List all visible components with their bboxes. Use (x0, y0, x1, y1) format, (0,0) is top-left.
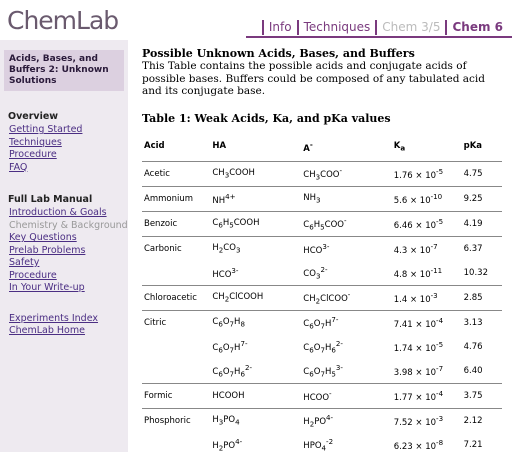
ha-cell: $H_2CO_3$ (210, 236, 301, 261)
sidebar-link-safety[interactable]: Safety (9, 257, 40, 268)
ha-cell: $CH_2ClCOOH$ (210, 285, 301, 310)
sidebar-current-chemistry: Chemistry & Background (9, 219, 128, 231)
ka-cell: $1.4 \times 10^{-3}$ (392, 285, 462, 310)
ha-cell: $C_6H_5COOH$ (210, 211, 301, 236)
page-intro: This Table contains the possible acids and conjugate acids of possible bases. Buffers could be composed of any tabulated acid and its conjugate base. (142, 60, 486, 97)
ha-cell: $C_6O_7H_6^{2-}$ (212, 362, 253, 379)
acid-table (142, 139, 502, 457)
sidebar-link-experiments-index[interactable]: Experiments Index (9, 312, 99, 324)
pka-cell: 6.40 (463, 365, 483, 376)
pka-cell: 4.76 (463, 341, 483, 352)
conjugate-base-cell: $C_6O_7H^{7-}$ (301, 310, 391, 335)
ha-cell: $H_3PO_4$ (210, 408, 301, 433)
table-body (142, 161, 502, 457)
tab-chem-6[interactable]: Chem 6 (445, 20, 508, 35)
col-a-label: A- (303, 140, 313, 155)
ka-cell: $4.3 \times 10^{-7}$ (392, 236, 462, 261)
sidebar-title: Acids, Bases, and Buffers 2: Unknown Solutions (4, 50, 124, 91)
conjugate-base-cell: $C_6O_7H_5^{3-}$ (303, 362, 343, 379)
conjugate-base-cell: HCOO- (301, 383, 391, 408)
conjugate-base-cell: $CH_2ClCOO^-$ (301, 285, 391, 310)
sidebar-link-getting-started[interactable]: Getting Started (9, 124, 83, 135)
ka-cell: $7.41 \times 10^{-4}$ (392, 310, 462, 335)
acid-cell: Carbonic (142, 236, 210, 261)
sidebar-gap (0, 295, 128, 313)
conjugate-base-cell: $NH_3$ (301, 186, 391, 211)
table-row (142, 161, 502, 186)
sidebar-link-faq[interactable]: FAQ (9, 161, 28, 173)
site-header (0, 0, 512, 40)
sidebar-link-techniques[interactable]: Techniques (9, 136, 62, 148)
col-acid-label: Acid (144, 140, 165, 151)
conjugate-base-cell: $HPO_4^{-2}$ (303, 436, 334, 453)
acid-cell: Chloroacetic (142, 285, 210, 310)
ka-cell: $3.98 \times 10^{-7}$ (393, 363, 444, 378)
ka-cell: $4.8 \times 10^{-11}$ (393, 265, 443, 280)
conjugate-base-cell: $CH_3COO^-$ (301, 161, 391, 186)
col-ka-label: $K_a$ (393, 140, 406, 153)
table-row (142, 433, 502, 457)
acid-cell (142, 359, 210, 384)
table-row (142, 310, 502, 335)
table-row (142, 383, 502, 408)
pka-cell: 6.37 (462, 236, 502, 261)
sidebar-link-prelab[interactable]: Prelab Problems (9, 244, 86, 256)
chemlab-logo[interactable]: ChemLab (7, 6, 119, 35)
table-row (142, 285, 502, 310)
col-a (301, 139, 391, 162)
page-title: Possible Unknown Acids, Bases, and Buffers (142, 47, 415, 60)
ka-cell: $1.74 \times 10^{-5}$ (393, 339, 444, 354)
conjugate-base-cell: $CO_3^{2-}$ (303, 264, 328, 281)
overview-heading: Overview (8, 111, 59, 122)
acid-cell (142, 335, 210, 359)
pka-cell: 2.12 (462, 408, 502, 433)
manual-heading: Full Lab Manual (8, 194, 93, 205)
table-row (142, 211, 502, 236)
ka-cell: $5.6 \times 10^{-10}$ (392, 186, 462, 211)
col-pka (462, 139, 502, 162)
sidebar-link-write-up[interactable]: In Your Write-up (9, 282, 85, 293)
table-row (142, 261, 502, 286)
tab-techniques[interactable]: Techniques (297, 20, 376, 35)
conjugate-base-cell: $H_2PO^{4-}$ (301, 408, 391, 433)
acid-cell: Citric (142, 310, 210, 335)
ha-cell: HCOOH (210, 383, 301, 408)
pka-cell: 4.75 (462, 161, 502, 186)
sidebar-link-introduction[interactable]: Introduction & Goals (9, 207, 107, 218)
table-row (142, 236, 502, 261)
pka-cell: 2.85 (462, 285, 502, 310)
conjugate-base-cell: $C_6O_7H_6^{2-}$ (303, 338, 343, 355)
top-nav (262, 20, 508, 35)
col-pka-label: pKa (463, 140, 483, 151)
table-caption: Table 1: Weak Acids, Ka, and pKa values (142, 111, 391, 125)
sidebar-link-procedure-2[interactable]: Procedure (9, 269, 57, 281)
pka-cell: 3.75 (462, 383, 502, 408)
ha-cell: $HCO^{3-}$ (212, 265, 239, 280)
ka-cell: $1.76 \times 10^{-5}$ (392, 161, 462, 186)
ha-cell: $H_2PO^{4-}$ (212, 436, 243, 453)
col-ha-label: HA (212, 140, 227, 151)
acid-cell: Ammonium (142, 186, 210, 211)
acid-cell (142, 261, 210, 286)
ha-cell: $C_6O_7H^{7-}$ (212, 338, 248, 355)
acid-cell (142, 433, 210, 457)
ha-cell: $CH_3COOH$ (210, 161, 301, 186)
sidebar-link-key-questions[interactable]: Key Questions (9, 232, 77, 243)
ka-cell: $7.52 \times 10^{-3}$ (392, 408, 462, 433)
pka-cell: 4.19 (462, 211, 502, 236)
pka-cell: 7.21 (463, 439, 483, 450)
main-content (142, 40, 502, 457)
sidebar (0, 40, 128, 452)
table-row (142, 408, 502, 433)
acid-cell: Benzoic (142, 211, 210, 236)
pka-cell: 10.32 (463, 267, 488, 278)
table-header-row (142, 139, 502, 162)
ka-cell: $6.46 \times 10^{-5}$ (392, 211, 462, 236)
header-rule (246, 36, 512, 38)
sidebar-link-procedure[interactable]: Procedure (9, 149, 57, 160)
col-ka (392, 139, 462, 162)
acid-cell: Acetic (142, 161, 210, 186)
tab-chem-3-5: Chem 3/5 (375, 20, 445, 35)
acid-cell: Formic (142, 383, 210, 408)
ka-cell: $6.23 \times 10^{-8}$ (393, 437, 444, 452)
col-ha (210, 139, 301, 162)
conjugate-base-cell: $HCO^{3-}$ (301, 236, 391, 261)
acid-cell: Phosphoric (142, 408, 210, 433)
pka-cell: 3.13 (462, 310, 502, 335)
ka-cell: $1.77 \times 10^{-4}$ (392, 383, 462, 408)
ha-cell: $NH^{4+}$ (210, 186, 301, 211)
table-row (142, 335, 502, 359)
col-acid (142, 139, 210, 162)
sidebar-link-chemlab-home[interactable]: ChemLab Home (9, 325, 85, 336)
conjugate-base-cell: $C_6H_5COO^-$ (301, 211, 391, 236)
pka-cell: 9.25 (462, 186, 502, 211)
ha-cell: $C_6O_7H_8$ (210, 310, 301, 335)
table-row (142, 359, 502, 384)
table-row (142, 186, 502, 211)
tab-info[interactable]: Info (262, 20, 297, 35)
